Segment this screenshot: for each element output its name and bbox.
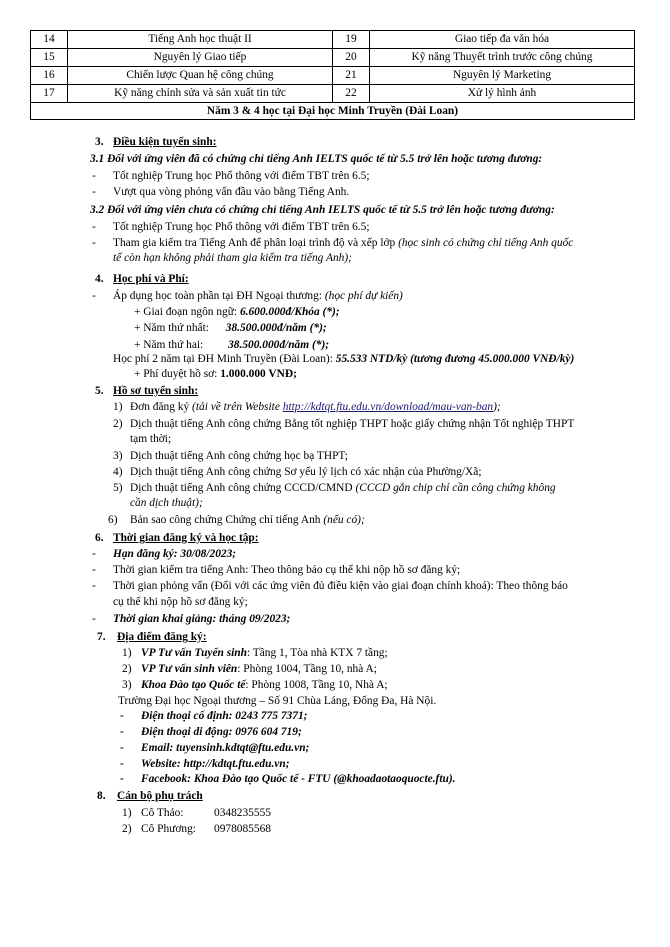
list-number: 1) [122,807,132,819]
list-item: Tốt nghiệp Trung học Phổ thông với điểm TBT trên 6.5; [113,170,370,182]
office-location: : Phòng 1008, Tầng 10, Nhà A; [245,679,388,691]
fee-value: 6.600.000đ/Khóa (*); [239,306,340,318]
list-number: 6) [108,514,118,526]
office-name: VP Tư vấn Tuyển sinh [141,647,247,659]
list-item [130,513,365,528]
office-name: Khoa Đào tạo Quốc tế [141,679,246,691]
fee-value: 1.000.000 VNĐ; [220,368,297,380]
dash-bullet: - [92,221,96,233]
list-item [130,481,556,496]
download-link[interactable]: http://kdtqt.ftu.edu.vn/download/mau-van-ban [282,401,494,413]
section-number: 3. [95,136,104,148]
list-item-text: Dịch thuật tiếng Anh công chứng CCCD/CMND [130,482,353,494]
course-name: Giao tiếp đa văn hóa [370,31,635,49]
fee-line [134,321,327,336]
list-item [113,236,573,251]
course-number: 22 [333,85,370,103]
dash-bullet: - [92,170,96,182]
course-table [30,30,635,120]
list-number: 2) [122,823,132,835]
course-number: 14 [31,31,68,49]
fee-line [134,367,297,382]
section-heading: Cán bộ phụ trách [117,790,203,802]
section-heading: Thời gian đăng ký và học tập: [113,532,259,544]
section-number: 7. [97,631,106,643]
fee-label: + Năm thứ hai: [134,339,204,351]
course-name: Nguyên lý Giao tiếp [68,49,333,67]
list-item: Thời gian phỏng vấn (Đối với các ứng viên đủ điều kiện vào giai đoạn chính khoá): Theo thông báo [113,580,568,592]
course-name: Nguyên lý Marketing [370,67,635,85]
staff-phone: 0978085568 [214,823,271,835]
list-item: Tốt nghiệp Trung học Phổ thông với điểm TBT trên 6.5; [113,221,370,233]
office-location: : Tầng 1, Tòa nhà KTX 7 tầng; [246,647,388,659]
dash-bullet: - [92,580,96,592]
table-row [31,85,635,103]
fee-value: 38.500.000đ/năm (*); [225,322,327,334]
list-item [130,400,501,415]
section-number: 6. [95,532,104,544]
section-heading: Học phí và Phí: [113,273,189,285]
list-item-note: (CCCD gắn chip chỉ cần công chứng không [355,482,556,494]
dash-bullet: - [92,237,96,249]
dash-bullet: - [120,758,124,770]
course-name: Tiếng Anh học thuật II [68,31,333,49]
list-item-text: Bản sao công chứng Chứng chỉ tiếng Anh [130,514,321,526]
course-name: Xử lý hình ảnh [370,85,635,103]
list-item-note: (học phí dự kiến) [324,290,403,302]
phone-fixed: Điện thoại cố định: 0243 775 7371; [141,710,308,722]
list-item: Dịch thuật tiếng Anh công chứng Bằng tốt nghiệp THPT hoặc giấy chứng nhận Tốt nghiệp THPT [130,418,575,430]
staff-name: Cô Phương: [141,823,196,835]
list-number: 3) [113,450,123,462]
list-number: 3) [122,679,132,691]
phone-mobile: Điện thoại di động: 0976 604 719; [141,726,302,738]
list-number: 5) [113,482,123,494]
office-name: VP Tư vấn sinh viên [141,663,238,675]
section-number: 4. [95,273,104,285]
staff-name: Cô Thảo: [141,807,184,819]
section-heading: Địa điểm đăng ký: [117,631,207,643]
dash-bullet: - [120,773,124,785]
list-item [113,289,403,304]
list-item-note: cần dịch thuật); [130,497,203,509]
dash-bullet: - [92,548,96,560]
fee-line [113,352,574,367]
dash-bullet: - [120,742,124,754]
course-name: Kỹ năng chỉnh sửa và sản xuất tin tức [68,85,333,103]
list-number: 1) [113,401,123,413]
fee-label: + Giai đoạn ngôn ngữ: [134,306,238,318]
dash-bullet: - [120,710,124,722]
staff-phone: 0348235555 [214,807,271,819]
list-item-note: ); [493,401,501,413]
start-date-text: Thời gian khai giảng: tháng 09/2023; [113,613,291,625]
table-footer-row [31,103,635,120]
fee-line [134,305,340,320]
fee-value: 55.533 NTD/kỳ (tương đương 45.000.000 VNĐ/kỳ) [335,353,575,365]
list-item: Dịch thuật tiếng Anh công chứng Sơ yếu lý lịch có xác nhận của Phường/Xã; [130,466,482,478]
fee-value: 38.500.000đ/năm (*); [228,339,330,351]
course-number: 20 [333,49,370,67]
list-item-text: Áp dụng học toàn phần tại ĐH Ngoại thương: [113,290,322,302]
list-number: 1) [122,647,132,659]
section-number: 8. [97,790,106,802]
dash-bullet: - [92,564,96,576]
section-heading: Điều kiện tuyển sinh: [113,136,217,148]
dash-bullet: - [92,186,96,198]
course-number: 19 [333,31,370,49]
table-row [31,67,635,85]
dash-bullet: - [92,613,96,625]
list-item-note: (học sinh có chứng chỉ tiếng Anh quốc [398,237,574,249]
list-number: 2) [113,418,123,430]
course-number: 17 [31,85,68,103]
list-item [141,646,388,661]
course-number: 16 [31,67,68,85]
office-location: : Phòng 1004, Tầng 10, nhà A; [237,663,377,675]
table-row [31,49,635,67]
list-item [141,662,377,677]
list-number: 2) [122,663,132,675]
list-item: Thời gian kiểm tra tiếng Anh: Theo thông báo cụ thể khi nộp hồ sơ đăng ký; [113,564,461,576]
list-number: 4) [113,466,123,478]
website-text: Website: http://kdtqt.ftu.edu.vn; [141,758,290,770]
fee-line [134,338,329,353]
email-text: Email: tuyensinh.kdtqt@ftu.edu.vn; [141,742,310,754]
list-item: cụ thể khi nộp hồ sơ đăng ký; [113,596,248,608]
course-name: Chiến lược Quan hệ công chúng [68,67,333,85]
section-number: 5. [95,385,104,397]
fee-label: + Năm thứ nhất: [134,322,209,334]
list-item-text: Đơn đăng ký [130,401,190,413]
fee-label: + Phí duyệt hồ sơ: [134,368,218,380]
deadline-text: Hạn đăng ký: 30/08/2023; [113,548,237,560]
facebook-text: Facebook: Khoa Đào tạo Quốc tế - FTU (@khoadaotaoquocte.ftu). [141,773,456,785]
list-item: Vượt qua vòng phỏng vấn đầu vào bằng Tiếng Anh. [113,186,350,198]
address-text: Trường Đại học Ngoại thương – Số 91 Chùa Láng, Đống Đa, Hà Nội. [118,695,437,707]
subsection-title: 3.1 Đối với ứng viên đã có chứng chỉ tiếng Anh IELTS quốc tế từ 5.5 trở lên hoặc tương đương: [90,153,543,165]
list-item: tạm thời; [130,433,172,445]
fee-label: Học phí 2 năm tại ĐH Minh Truyền (Đài Loan): [113,353,333,365]
list-item [141,678,388,693]
course-name: Kỹ năng Thuyết trình trước công chúng [370,49,635,67]
course-number: 15 [31,49,68,67]
list-item-text: Tham gia kiểm tra Tiếng Anh để phân loại trình độ và xếp lớp [113,237,396,249]
dash-bullet: - [120,726,124,738]
list-item: Dịch thuật tiếng Anh công chứng học bạ THPT; [130,450,348,462]
section-heading: Hồ sơ tuyển sinh: [113,385,199,397]
dash-bullet: - [92,290,96,302]
table-row [31,31,635,49]
list-item-note: tế còn hạn không phải tham gia kiểm tra tiếng Anh); [113,252,352,264]
table-footer: Năm 3 & 4 học tại Đại học Minh Truyền (Đài Loan) [31,103,635,120]
subsection-title: 3.2 Đối với ứng viên chưa có chứng chỉ tiếng Anh IELTS quốc tế từ 5.5 trở lên hoặc tương đương: [90,204,555,216]
course-number: 21 [333,67,370,85]
list-item-note: (tải về trên Website [192,401,280,413]
list-item-note: (nếu có); [323,514,365,526]
